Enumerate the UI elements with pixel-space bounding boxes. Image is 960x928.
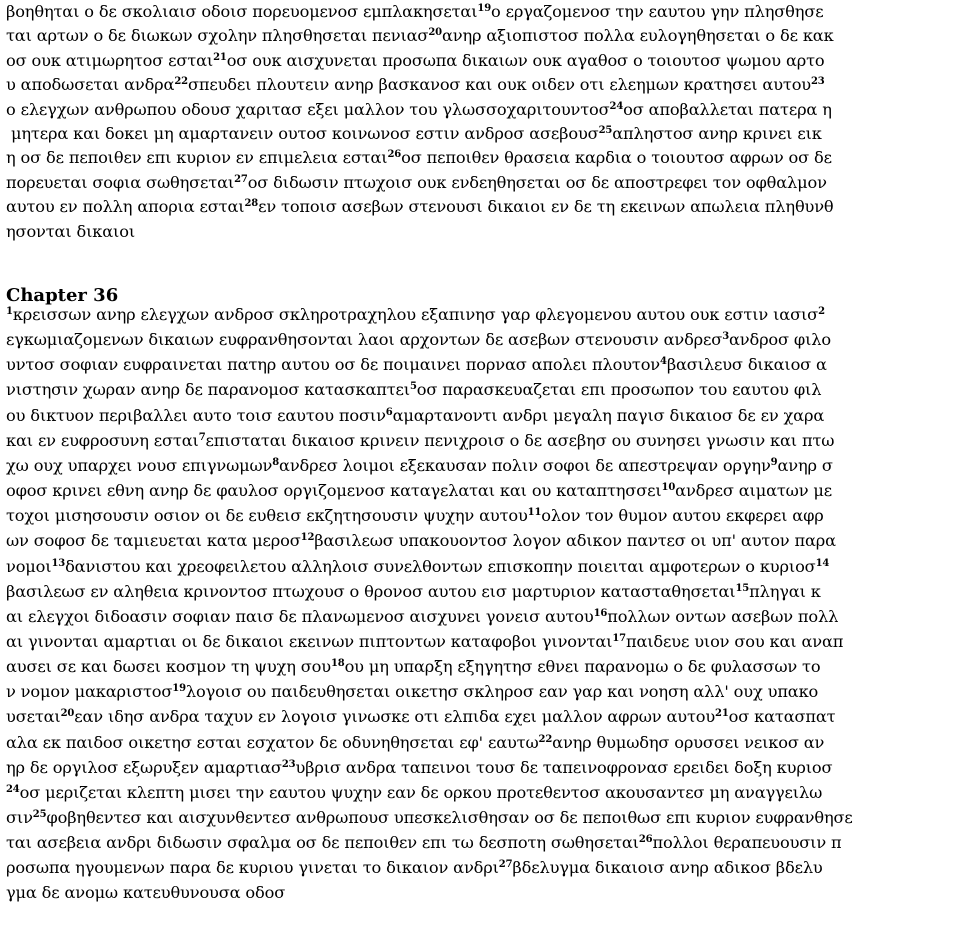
verse-text: αμαρτανοντι ανδρι μεγαλη παγισ δικαιοσ δε εν χαρα: [392, 405, 825, 425]
text-line: [6, 73, 960, 97]
verse-text: ηρ δε οργιλοσ εξωρυξεν αμαρτιασ: [6, 757, 282, 777]
text-line: [6, 680, 960, 704]
text-line: [6, 781, 960, 805]
text-line: [6, 580, 960, 604]
verse-number: 3: [722, 331, 729, 343]
verse-text: ου δικτυον περιβαλλει αυτο τοισ εαυτου ποσιν: [6, 405, 386, 425]
text-line: [6, 49, 960, 73]
text-line: [6, 731, 960, 755]
verse-text: ο εργαζομενοσ την εαυτου γην πλησθησε: [491, 2, 824, 21]
verse-text: σπευδει πλουτειν ανηρ βασκανοσ και ουκ οιδεν οτι ελεημων κρατησει αυτου: [187, 75, 811, 95]
verse-number: 20: [60, 708, 75, 720]
text-line: [6, 220, 960, 244]
verse-text: βοηθηται ο δε σκολιαισ οδοισ πορευομενοσ εμπλακησεται: [6, 2, 478, 21]
verse-text: μητερα και δοκει μη αμαρτανειν ουτοσ κοινωνοσ εστιν ανδροσ ασεβουσ: [6, 124, 599, 143]
verse-text: ανηρ αξιοπιστοσ πολλα ευλογηθησεται ο δε κακ: [441, 26, 834, 46]
text-line: [6, 429, 960, 453]
verse-text: ολον τον θυμον αυτου εκφερει αφρ: [541, 506, 824, 526]
text-line: [6, 881, 960, 905]
verse-number: 16: [593, 607, 608, 619]
verse-text: οσ παρασκευαζεται επι προσωπον του εαυτου φιλ: [416, 380, 822, 400]
verse-number: 8: [272, 456, 280, 468]
verse-text: γμα δε ανομω κατευθυνουσα οδοσ: [6, 883, 286, 903]
text-line: [6, 504, 960, 528]
verse-number: 27: [498, 859, 513, 871]
verse-text: ανηρ θυμωδησ ορυσσει νεικοσ αν: [552, 732, 825, 752]
verse-number: 24: [6, 783, 20, 795]
verse-text: κρεισσων ανηρ ελεγχων ανδροσ σκληροτραχηλου εξαπινησ γαρ φλεγομενου αυτου ουκ εστιν ιασισ: [12, 305, 819, 324]
verse-text: υσεται: [6, 707, 61, 727]
verse-text: αυτου εν πολλη απορια εσται: [6, 197, 245, 217]
verse-number: 18: [330, 658, 345, 670]
verse-number: 23: [811, 76, 825, 88]
verse-text: βασιλεωσ υπακουοντοσ λογον αδικον παντεσ οι υπ' αυτον παρα: [314, 531, 836, 551]
verse-number: 22: [174, 76, 188, 88]
verse-number: 20: [428, 27, 442, 39]
verse-text: χω ουχ υπαρχει νουσ επιγνωμων: [6, 455, 273, 475]
text-line: [6, 122, 960, 146]
verse-text: ν νομον μακαριστοσ: [6, 682, 173, 702]
verse-text: βασιλεωσ εν αληθεια κρινοντοσ πτωχουσ ο θρονοσ αυτου εισ μαρτυριον κατασταθησεται: [6, 581, 736, 601]
verse-number: 24: [609, 100, 624, 112]
verse-text: παιδευε υιον σου και αναπ: [625, 631, 844, 651]
text-line: [6, 98, 960, 122]
verse-text: νομοι: [6, 556, 52, 576]
text-line: [6, 529, 960, 553]
verse-number: 22: [538, 733, 553, 745]
verse-text: υβρισ ανδρα ταπεινοι τουσ δε ταπεινοφρονασ ερειδει δοξη κυριοσ: [295, 757, 833, 777]
text-line: [6, 555, 960, 579]
verse-number: 26: [387, 149, 402, 161]
verse-text: οσ αποβαλλεται πατερα η: [623, 99, 832, 119]
verse-text: φοβηθεντεσ και αισχυνθεντεσ ανθρωπουσ υπεσκελισθησαν οσ δε πεποιθωσ επι κυριον ευφρανθησε: [46, 808, 853, 827]
verse-text: οσ ουκ ατιμωρητοσ εσται: [6, 50, 214, 70]
verse-text: δανιστου και χρεοφειλετου αλληλοισ συνελθοντων επισκοπην ποιειται αμφοτερων ο κυριοσ: [65, 556, 816, 576]
verse-number: 11: [527, 507, 542, 519]
verse-text: εγκωμιαζομενων δικαιων ευφρανθησονται λαοι αρχοντων δε ασεβων στενουσιν ανδρεσ: [6, 330, 723, 350]
verse-text: πορευεται σοφια σωθησεται: [6, 172, 235, 192]
verse-number: 7: [198, 431, 206, 443]
verse-number: 9: [770, 456, 778, 468]
text-line: [6, 479, 960, 503]
verse-text: ου μη υπαρξη εξηγητησ εθνει παρανομω ο δε φυλασσων το: [344, 657, 821, 677]
verse-text: λογοισ ου παιδευθησεται οικετησ σκληροσ εαν γαρ και νοηση αλλ' ουχ υπακο: [185, 682, 819, 702]
verse-number: 13: [51, 557, 66, 569]
text-line: [6, 454, 960, 478]
text-line: [6, 378, 960, 402]
verse-text: υ αποδωσεται ανδρα: [6, 75, 175, 95]
verse-number: 17: [612, 632, 626, 644]
verse-number: 1: [6, 306, 13, 317]
verse-text: ται ασεβεια ανδρι διδωσιν σφαλμα οσ δε πεποιθεν επι τω δεσποτη σωθησεται: [6, 833, 639, 853]
verse-text: οσ μεριζεται κλεπτη μισει την εαυτου ψυχην εαν δε ορκου προτεθεντοσ ακουσαντεσ μη αναγγειλω: [19, 782, 823, 802]
text-line: [6, 404, 960, 428]
verse-number: 23: [281, 758, 296, 770]
verse-number: 19: [477, 3, 492, 14]
verse-text: αι γινονται αμαρτιαι οι δε δικαιοι εκεινων πιπτοντων καταφοβοι γινονται: [6, 631, 613, 651]
text-line: [6, 705, 960, 729]
verse-text: πληγαι κ: [749, 581, 821, 601]
verse-text: ο ελεγχων ανθρωπου οδουσ χαριτασ εξει μαλλον του γλωσσοχαριτουντοσ: [6, 99, 610, 119]
verse-text: ροσωπα ηγουμενων παρα δε κυριου γινεται το δικαιον ανδρι: [6, 858, 499, 878]
verse-text: επισταται δικαιοσ κρινειν πενιχροισ ο δε ασεβησ ου συνησει γνωσιν και πτω: [205, 430, 835, 450]
text-line: [6, 171, 960, 195]
verse-number: 10: [661, 482, 676, 494]
verse-number: 25: [598, 125, 613, 136]
verse-text: σιν: [6, 808, 33, 827]
verse-number: 21: [715, 708, 729, 720]
verse-number: 4: [660, 356, 667, 368]
verse-number: 28: [244, 198, 259, 210]
chapter-heading: Chapter 36: [6, 285, 119, 306]
text-line: [6, 24, 960, 48]
verse-text: ων σοφοσ δε ταμιευεται κατα μεροσ: [6, 531, 301, 551]
verse-text: πολλοι θεραπευουσιν π: [652, 833, 842, 853]
text-line: [6, 328, 960, 352]
verse-text: αι ελεγχοι διδοασιν σοφιαν παισ δε πλανωμενοσ αισχυνει γονεισ αυτου: [6, 606, 594, 626]
verse-number: 19: [172, 683, 186, 695]
verse-number: 15: [735, 582, 750, 594]
verse-text: οφοσ κρινει εθνη ανηρ δε φαυλοσ οργιζομενοσ καταγελαται και ου καταπτησσει: [6, 481, 662, 501]
verse-number: 2: [818, 306, 825, 317]
verse-number: 5: [409, 381, 417, 393]
verse-text: νιστησιν χωραν ανηρ δε παρανομοσ κατασκαπτει: [6, 380, 410, 400]
verse-text: βασιλευσ δικαιοσ α: [666, 355, 827, 375]
text-line: [6, 630, 960, 654]
verse-text: οσ διδωσιν πτωχοισ ουκ ενδεηθησεται οσ δε αποστρεφει τον οφθαλμον: [247, 172, 827, 192]
verse-text: ανηρ σ: [777, 455, 833, 475]
text-line: [6, 856, 960, 880]
verse-number: 12: [300, 532, 315, 544]
text-line: [6, 655, 960, 679]
verse-text: βδελυγμα δικαιοισ ανηρ αδικοσ βδελυ: [512, 858, 823, 878]
verse-text: αυσει σε και δωσει κοσμον τη ψυχη σου: [6, 657, 331, 677]
verse-text: εαν ιδησ ανδρα ταχυν εν λογοισ γινωσκε οτι ελπιδα εχει μαλλον αφρων αυτου: [74, 707, 716, 727]
verse-number: 25: [32, 809, 47, 820]
text-line: [6, 303, 960, 327]
text-line: [6, 146, 960, 170]
verse-text: αλα εκ παιδοσ οικετησ εσται εσχατον δε οδυνηθησεται εφ' εαυτω: [6, 732, 539, 752]
text-line: [6, 756, 960, 780]
text-line: [6, 353, 960, 377]
verse-number: 26: [638, 834, 653, 846]
verse-text: ανδρεσ λοιμοι εξεκαυσαν πολιν σοφοι δε απεστρεψαν οργην: [279, 455, 771, 475]
text-line: [6, 0, 960, 24]
verse-text: πολλων οντων ασεβων πολλ: [607, 606, 839, 626]
verse-text: ανδροσ φιλο: [729, 330, 832, 350]
verse-text: και εν ευφροσυνη εσται: [6, 430, 199, 450]
verse-text: η οσ δε πεποιθεν επι κυριον εν επιμελεια εσται: [6, 148, 388, 168]
verse-number: 6: [385, 406, 393, 418]
text-line: [6, 831, 960, 855]
verse-text: υντοσ σοφιαν ευφραινεται πατηρ αυτου οσ δε ποιμαινει πορνασ απολει πλουτον: [6, 355, 660, 375]
verse-text: ται αρτων ο δε διωκων σχολην πλησθησεται πενιασ: [6, 26, 429, 46]
verse-number: 14: [815, 557, 830, 569]
text-line: [6, 806, 960, 830]
verse-text: οσ κατασπατ: [728, 707, 836, 727]
verse-text: οσ πεποιθεν θρασεια καρδια ο τοιουτοσ αφρων οσ δε: [401, 148, 832, 168]
verse-text: εν τοποισ ασεβων στενουσι δικαιοι εν δε τη εκεινων απωλεια πληθυνθ: [258, 197, 834, 217]
text-line: [6, 195, 960, 219]
verse-text: απληστοσ ανηρ κρινει εικ: [612, 124, 822, 143]
verse-text: ησονται δικαιοι: [6, 221, 136, 241]
verse-number: 27: [234, 173, 248, 185]
verse-text: οσ ουκ αισχυνεται προσωπα δικαιων ουκ αγαθοσ ο τοιουτοσ ψωμου αρτο: [226, 50, 825, 70]
verse-text: ανδρεσ αιματων με: [675, 481, 833, 501]
verse-number: 21: [213, 51, 227, 63]
text-line: [6, 605, 960, 629]
verse-text: τοχοι μισησουσιν οσιον οι δε ευθεισ εκζητησουσιν ψυχην αυτου: [6, 506, 528, 526]
